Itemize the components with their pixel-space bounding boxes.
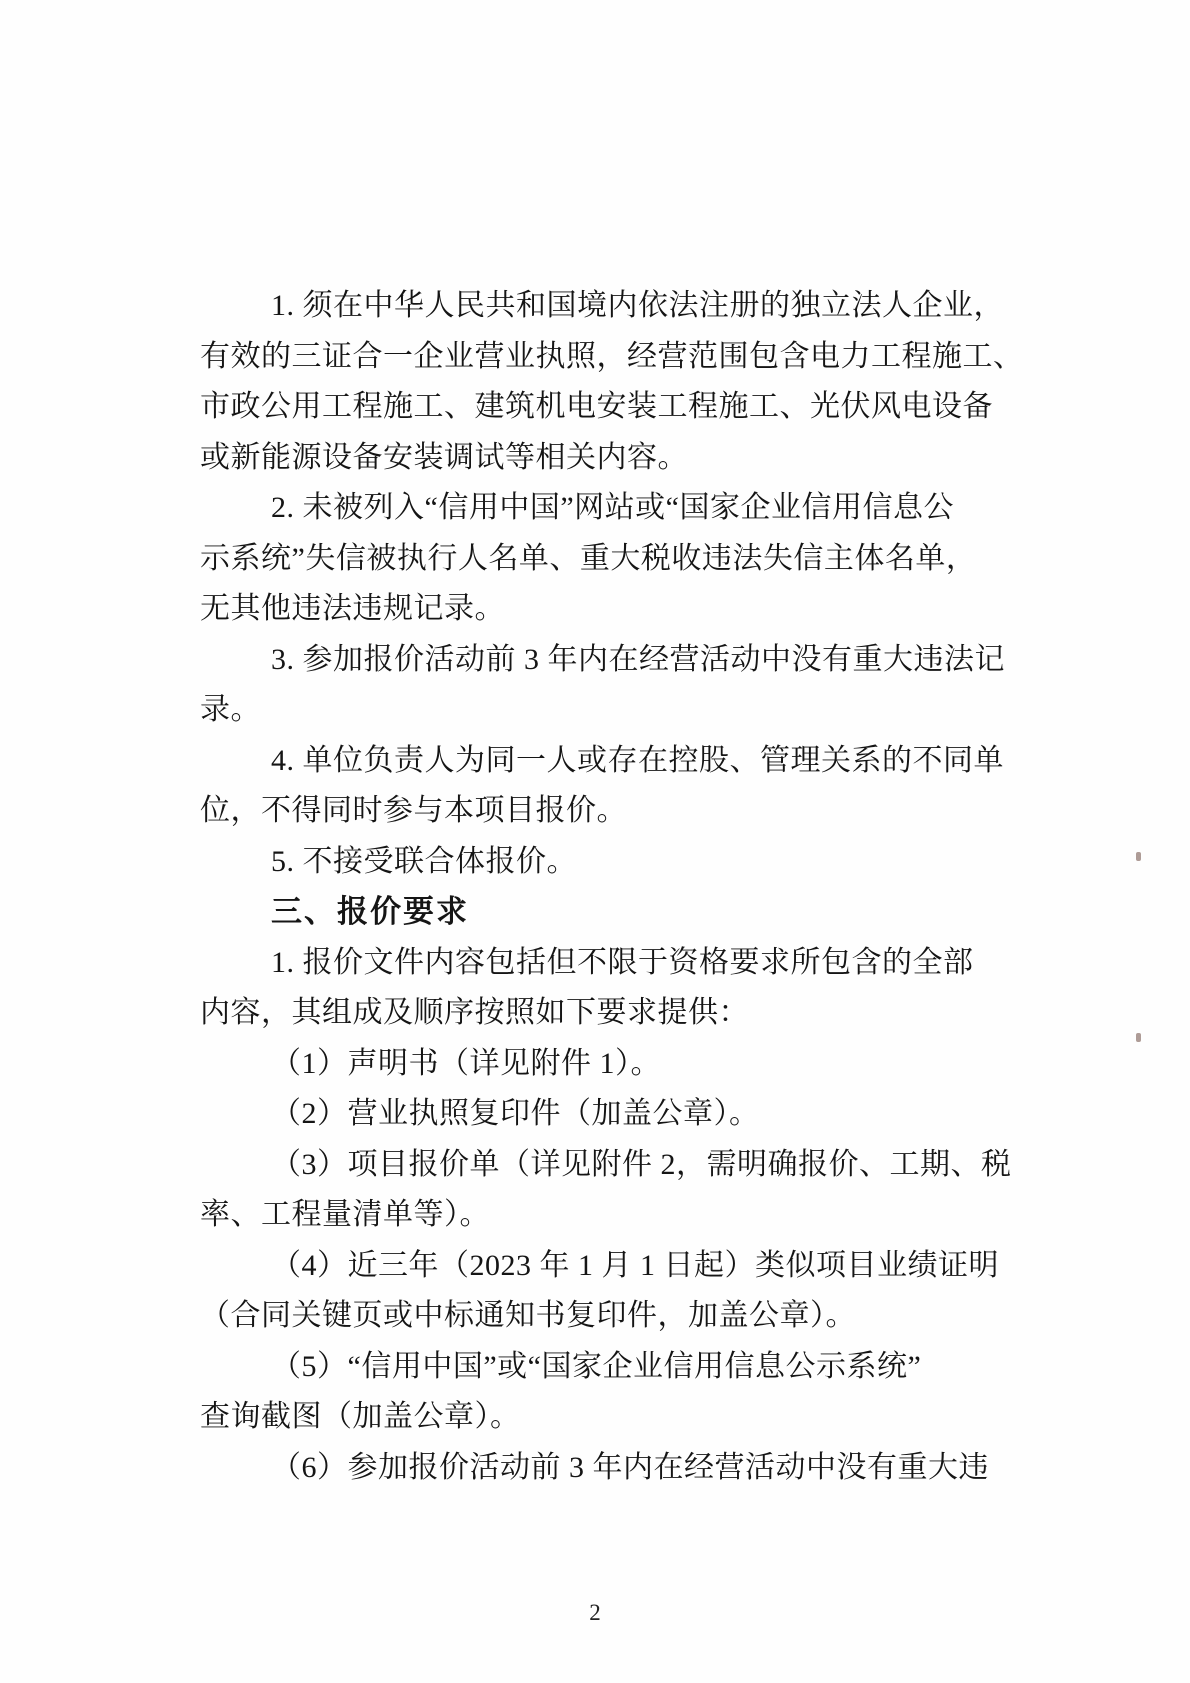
list-item-line: （6）参加报价活动前 3 年内在经营活动中没有重大违 xyxy=(271,1450,989,1484)
paragraph-line: 查询截图（加盖公章）。 xyxy=(200,1400,521,1433)
paragraph-line: 5. 不接受联合体报价。 xyxy=(271,844,577,878)
paragraph-line: 2. 未被列入“信用中国”网站或“国家企业信用信息公 xyxy=(271,491,954,524)
paragraph-line: 4. 单位负责人为同一人或存在控股、管理关系的不同单 xyxy=(271,743,1004,777)
list-item-line: （1）声明书（详见附件 1）。 xyxy=(271,1046,661,1080)
paragraph-line: 录。 xyxy=(200,693,261,726)
list-item-line: （5）“信用中国”或“国家企业信用信息公示系统” xyxy=(271,1349,922,1383)
scan-artifact xyxy=(1136,1033,1141,1042)
paragraph-line: 无其他违法违规记录。 xyxy=(200,592,505,625)
page-number: 2 xyxy=(589,1600,601,1625)
paragraph-line: 或新能源设备安装调试等相关内容。 xyxy=(200,440,688,474)
paragraph-line: （合同关键页或中标通知书复印件，加盖公章）。 xyxy=(200,1299,856,1332)
list-item-line: （4）近三年（2023 年 1 月 1 日起）类似项目业绩证明 xyxy=(271,1248,999,1282)
paragraph-line: 内容，其组成及顺序按照如下要求提供： xyxy=(200,996,749,1029)
paragraph-line: 有效的三证合一企业营业执照，经营范围包含电力工程施工、 xyxy=(200,339,1024,373)
paragraph-line: 1. 报价文件内容包括但不限于资格要求所包含的全部 xyxy=(271,945,974,979)
document-body xyxy=(200,281,1024,1493)
paragraph-line: 3. 参加报价活动前 3 年内在经营活动中没有重大违法记 xyxy=(271,642,1005,676)
scan-artifact xyxy=(1136,852,1141,861)
paragraph-line: 示系统”失信被执行人名单、重大税收违法失信主体名单， xyxy=(200,541,977,575)
section-heading: 三、报价要求 xyxy=(271,894,469,929)
paragraph-line: 1. 须在中华人民共和国境内依法注册的独立法人企业， xyxy=(271,289,1004,322)
paragraph-line: 率、工程量清单等）。 xyxy=(200,1198,490,1231)
paragraph-line: 市政公用工程施工、建筑机电安装工程施工、光伏风电设备 xyxy=(200,390,993,423)
list-item-line: （2）营业执照复印件（加盖公章）。 xyxy=(271,1097,760,1130)
paragraph-line: 位，不得同时参与本项目报价。 xyxy=(200,794,627,827)
list-item-line: （3）项目报价单（详见附件 2，需明确报价、工期、税 xyxy=(271,1147,1012,1181)
